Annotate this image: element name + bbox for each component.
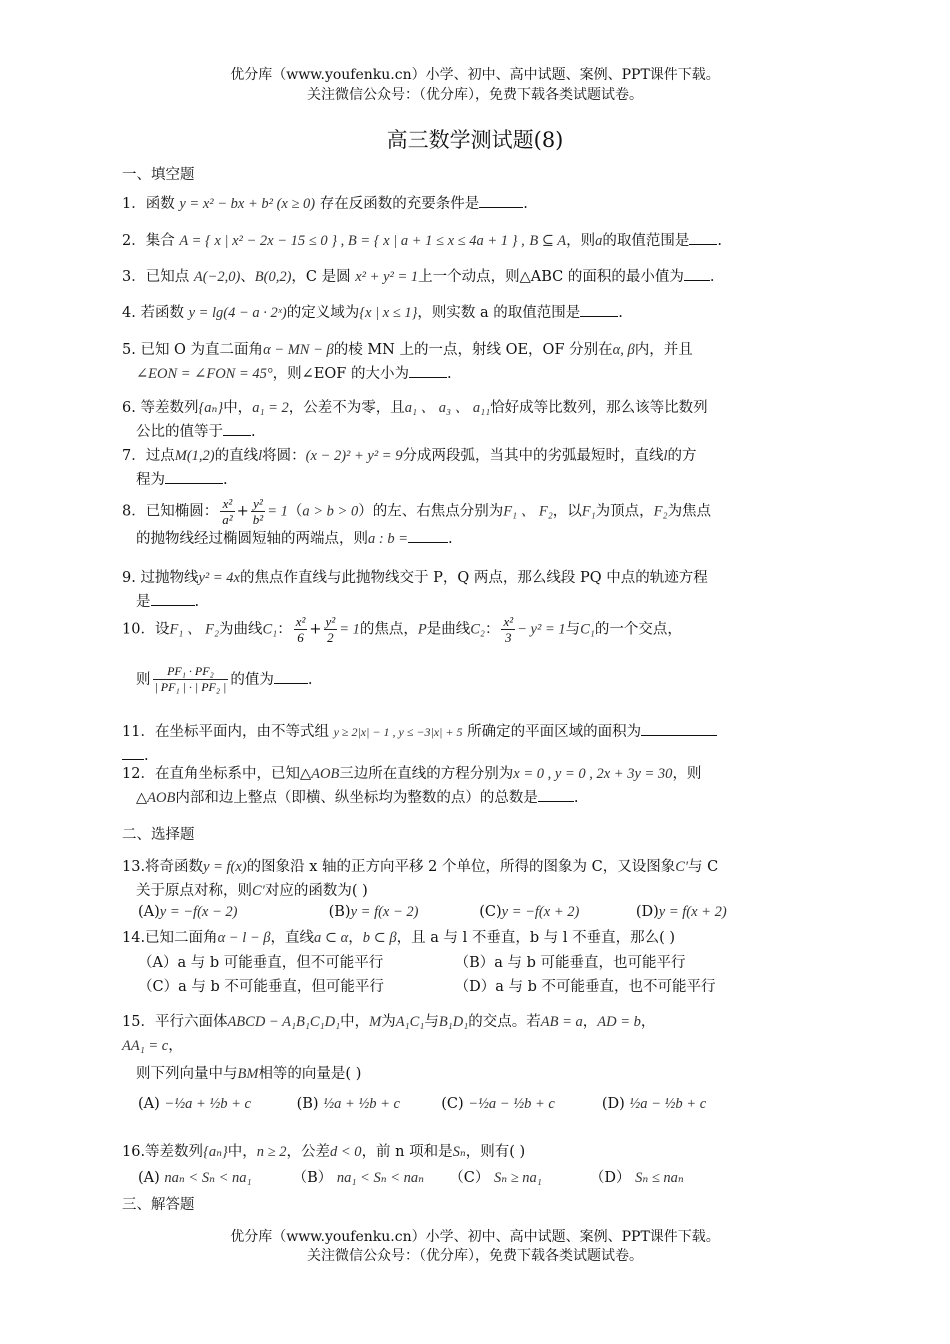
- option-a[interactable]: (A) −½a + ½b + c: [138, 1096, 251, 1112]
- question-5: 5. 已知 O 为直二面角α − MN − β的棱 MN 上的一点，射线 OE，OF 分别在α, β内，并且 ∠EON = ∠FON = 45°，则∠EOF 的大小为 .: [122, 342, 693, 382]
- question-13-options: [138, 904, 727, 921]
- option-b[interactable]: (B) ½a + ½b + c: [296, 1096, 400, 1112]
- option-b[interactable]: (B)y = f(x − 2): [328, 904, 419, 920]
- option-a[interactable]: （A）a 与 b 可能垂直，但不可能平行: [138, 955, 384, 971]
- option-c[interactable]: (C)y = −f(x + 2): [479, 904, 580, 920]
- question-4: 4. 若函数 y = lg(4 − a · 2ˣ)的定义域为{x | x ≤ 1}，则实数 a 的取值范围是 .: [122, 301, 832, 325]
- section-solutions: 三、解答题: [122, 1197, 195, 1213]
- option-d[interactable]: （D）a 与 b 不可能垂直，也不可能平行: [454, 979, 716, 995]
- question-12: 12．在直角坐标系中，已知△AOB三边所在直线的方程分别为x = 0 , y = 0 , 2x + 3y = 30，则 △AOB内部和边上整点（即横、纵坐标均为整数的点）的总数是 .: [122, 766, 702, 806]
- question-14-options-row2: [138, 975, 716, 996]
- option-d[interactable]: （D） Sₙ ≤ naₙ: [589, 1170, 684, 1186]
- option-a[interactable]: (A)y = −f(x − 2): [138, 904, 238, 920]
- header-line-2: 关注微信公众号：（优分库），免费下载各类试题试卷。: [307, 87, 643, 103]
- question-13: 13.将奇函数y = f(x)的图象沿 x 轴的正方向平移 2 个单位，所得的图象为 C，又设图象C′与 C 关于原点对称，则C′对应的函数为( ): [122, 859, 719, 899]
- question-8: 8．已知椭圆： $\frac{\text{x²}}{\text{a²}}$ + $\frac{\text{y²}}{\text{b²}}$ = 1（a > b > 0）的左、右焦点分别为F₁ 、 F₂，以F₁为顶点，F₂为焦点 的抛物线经过椭圆短轴的两端点，则a : b = .: [122, 496, 712, 547]
- option-c[interactable]: （C） Sₙ ≥ na₁: [449, 1170, 542, 1186]
- question-15-options: [138, 1096, 706, 1113]
- question-14: 14.已知二面角α − l − β，直线a ⊂ α，b ⊂ β，且 a 与 l 不垂直，b 与 l 不垂直，那么( ): [122, 930, 676, 946]
- question-14-options-row1: [138, 951, 686, 972]
- footer-line-1: 优分库（www.youfenku.cn）小学、初中、高中试题、案例、PPT课件下载。: [230, 1229, 720, 1245]
- question-1: 1．函数 y = x² − bx + b² (x ≥ 0) 存在反函数的充要条件是 .: [122, 192, 832, 216]
- option-c[interactable]: （C）a 与 b 不可能垂直，但可能平行: [138, 979, 384, 995]
- question-2: 2．集合 A = { x | x² − 2x − 15 ≤ 0 } , B = { x | a + 1 ≤ x ≤ 4a + 1 } , B ⊆ A，则a的取值范围是 .: [122, 229, 832, 253]
- question-6: 6. 等差数列{aₙ}中，a₁ = 2，公差不为零，且a₁ 、 a₃ 、 a₁₁恰好成等比数列，那么该等比数列 公比的值等于 .: [122, 400, 708, 440]
- section-multiple-choice: 二、选择题: [122, 827, 195, 843]
- page-title: 高三数学测试题(8): [386, 128, 564, 152]
- question-3: 3．已知点 A(−2,0)、B(0,2)，C 是圆 x² + y² = 1上一个动点，则△ABC 的面积的最小值为 .: [122, 265, 832, 289]
- option-c[interactable]: (C) −½a − ½b + c: [441, 1096, 555, 1112]
- header-line-1: 优分库（www.youfenku.cn）小学、初中、高中试题、案例、PPT课件下载。: [230, 67, 720, 83]
- question-15: 15．平行六面体ABCD − A₁B₁C₁D₁中，M为A₁C₁与B₁D₁的交点。若AB = a，AD = b， AA₁ = c，: [122, 1014, 656, 1054]
- option-b[interactable]: （B）a 与 b 可能垂直，也可能平行: [454, 955, 686, 971]
- question-11: 11．在坐标平面内，由不等式组 y ≥ 2|x| − 1 , y ≤ −3|x| + 5 所确定的平面区域的面积为 .: [122, 720, 832, 768]
- question-16-options: [138, 1166, 684, 1187]
- question-10: 10．设F₁ 、 F₂为曲线C₁： $\frac{\text{x²}}{6}$ + $\frac{\text{y²}}{2}$ = 1的焦点，P是曲线C₂： $\frac{\text{x²}}{3}$ − y² = 1与C₁的一个交点，: [122, 614, 682, 645]
- question-10-cont: 则 $\frac{\text{PF₁ · PF₂}}{\text{| PF₁ | · | PF₂ |}}$ 的值为 .: [136, 664, 313, 694]
- question-16: 16.等差数列{aₙ}中，n ≥ 2，公差d < 0，前 n 项和是Sₙ，则有( ): [122, 1144, 526, 1160]
- footer-line-2: 关注微信公众号：（优分库），免费下载各类试题试卷。: [307, 1248, 643, 1264]
- option-b[interactable]: （B） na₁ < Sₙ < naₙ: [292, 1170, 424, 1186]
- option-d[interactable]: (D) ½a − ½b + c: [601, 1096, 707, 1112]
- question-15-cont: 则下列向量中与BM相等的向量是( ): [136, 1066, 362, 1082]
- option-a[interactable]: (A) naₙ < Sₙ < na₁: [138, 1170, 252, 1186]
- option-d[interactable]: (D)y = f(x + 2): [635, 904, 727, 920]
- question-9: 9. 过抛物线y² = 4x的焦点作直线与此抛物线交于 P，Q 两点，那么线段 PQ 中点的轨迹方程 是 .: [122, 570, 708, 610]
- question-7: 7．过点M(1,2)的直线l将圆：(x − 2)² + y² = 9分成两段弧，当其中的劣弧最短时，直线l的方 程为 .: [122, 448, 697, 488]
- section-fill-in: 一、填空题: [122, 167, 195, 183]
